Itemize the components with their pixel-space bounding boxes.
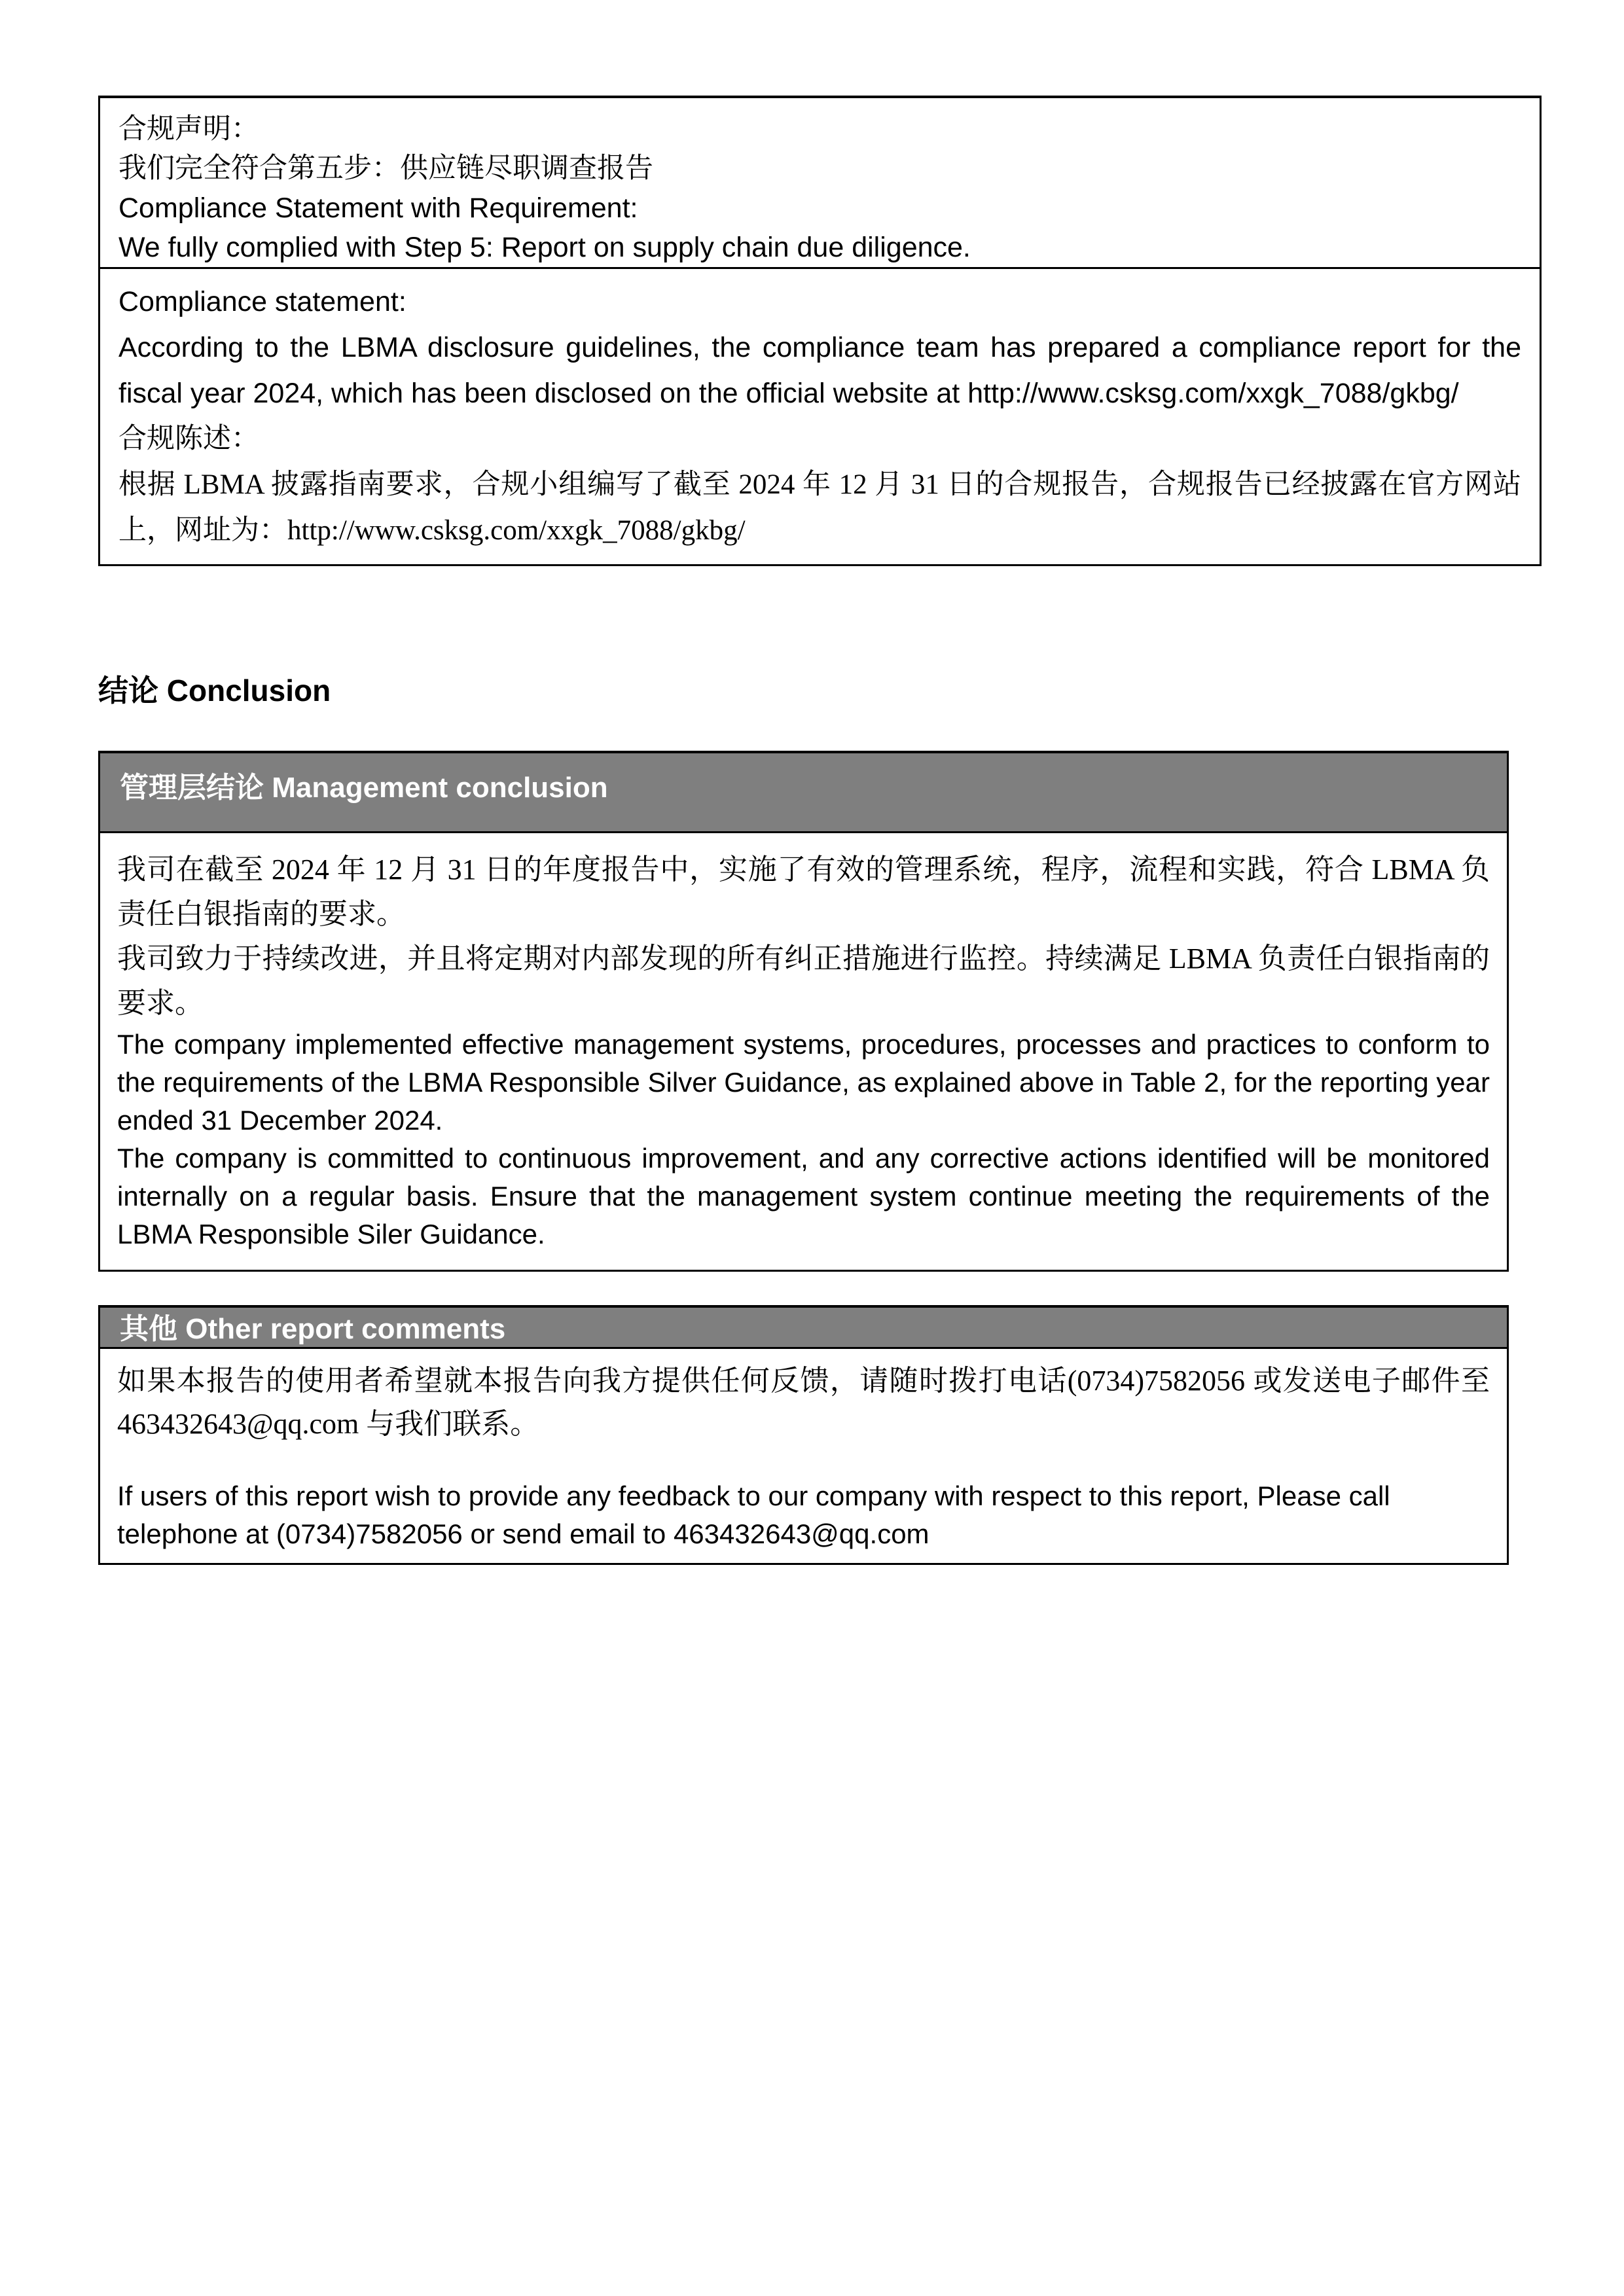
other-en-paragraph: If users of this report wish to provide any feedback to our company with respect to this report, Please call telephone at (0734)7582056 or send email to 463432643@qq.com — [117, 1480, 1390, 1549]
management-conclusion-body — [98, 833, 1509, 1272]
paragraph-spacer — [117, 1446, 1490, 1477]
management-conclusion-header-label: 管理层结论 Management conclusion — [120, 772, 608, 804]
management-en-paragraph-1: The company implemented effective management systems, procedures, processes and practices to conform to the requirements of the LBMA Responsible Silver Guidance, as explained above in Table 2, for the reporting year ended 31 December 2024. — [117, 1029, 1490, 1136]
compliance-requirement-zh-title: 合规声明： — [118, 114, 259, 145]
management-en-paragraph-2: The company is committed to continuous improvement, and any corrective actions identified will be monitored internally on a regular basis. Ensure that the management system continue meeting the requirements of the LBMA Responsible Siler Guidance. — [117, 1143, 1490, 1249]
other-comments-section — [98, 1305, 1509, 1565]
compliance-statement-box — [98, 267, 1542, 566]
management-zh-paragraph-2: 我司致力于持续改进，并且将定期对内部发现的所有纠正措施进行监控。持续满足 LBMA 负责任白银指南的要求。 — [117, 942, 1490, 1019]
compliance-requirement-en-title: Compliance Statement with Requirement: — [118, 192, 638, 224]
management-conclusion-header — [98, 751, 1509, 833]
compliance-statement-en-title: Compliance statement: — [118, 286, 406, 317]
compliance-requirement-zh-body: 我们完全符合第五步：供应链尽职调查报告 — [118, 153, 653, 184]
management-zh-paragraph-1: 我司在截至 2024 年 12 月 31 日的年度报告中，实施了有效的管理系统，程序，流程和实践，符合 LBMA 负责任白银指南的要求。 — [117, 853, 1490, 930]
compliance-requirement-en-body: We fully complied with Step 5: Report on supply chain due diligence. — [118, 232, 971, 263]
management-conclusion-section — [98, 751, 1509, 1272]
other-comments-body — [98, 1349, 1509, 1565]
compliance-requirement-box — [98, 96, 1542, 267]
other-comments-header — [98, 1305, 1509, 1349]
conclusion-heading: 结论 Conclusion — [98, 673, 331, 708]
compliance-statement-zh-body: 根据 LBMA 披露指南要求，合规小组编写了截至 2024 年 12 月 31 日的合规报告，合规报告已经披露在官方网站上，网址为：http://www.csksg.com/xxgk_7088/gkbg/ — [118, 469, 1521, 546]
compliance-statement-en-body: According to the LBMA disclosure guidelines, the compliance team has prepared a compliance report for the fiscal year 2024, which has been disclosed on the official website at http://www.csksg.com/xxgk_7088/gkbg/ — [118, 332, 1521, 409]
other-comments-header-label: 其他 Other report comments — [120, 1313, 506, 1345]
other-zh-paragraph: 如果本报告的使用者希望就本报告向我方提供任何反馈，请随时拨打电话(0734)7582056 或发送电子邮件至 463432643@qq.com 与我们联系。 — [117, 1365, 1490, 1440]
compliance-statement-zh-title: 合规陈述： — [118, 423, 259, 454]
